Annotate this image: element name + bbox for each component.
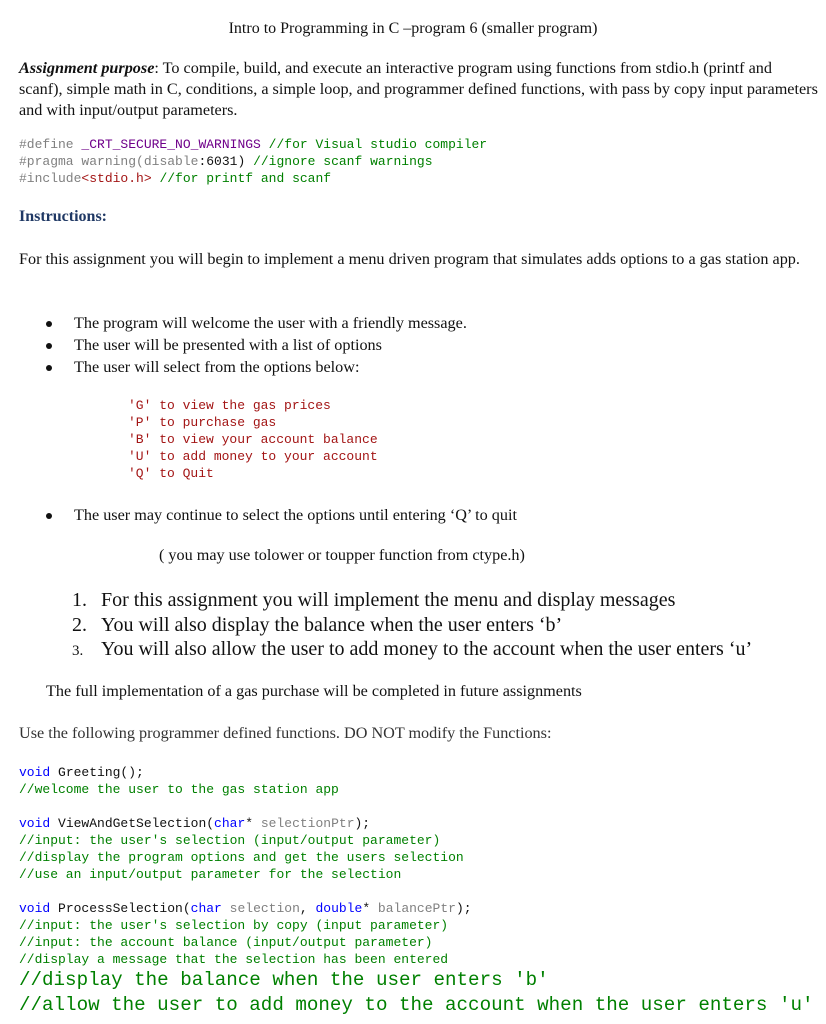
code-comment: //input: the user's selection by copy (input parameter)	[19, 918, 449, 933]
assignment-purpose	[19, 58, 819, 121]
numbered-list	[72, 588, 752, 662]
process-prototype: void ProcessSelection(char selection, double* balancePtr);	[19, 901, 472, 916]
code-comment: //display a message that the selection has been entered	[19, 952, 449, 967]
bullet-icon	[46, 365, 52, 371]
purpose-text: : To compile, build, and execute an interactive program using functions from stdio.h (printf and scanf), simple math in C, conditions, a simple loop, and programmer defined functions, with pass by copy input parameters and with input/output parameters.	[19, 59, 818, 119]
tolower-note: ( you may use tolower or toupper function from ctype.h)	[159, 546, 525, 564]
view-prototype: void ViewAndGetSelection(char* selectionPtr);	[19, 816, 371, 831]
code-comment: //display the program options and get the users selection	[19, 850, 464, 865]
bullet-icon	[46, 321, 52, 327]
bullet-icon	[46, 513, 52, 519]
code-comment-large: //allow the user to add money to the account when the user enters 'u'	[19, 994, 814, 1016]
option-b: 'B' to view your account balance	[128, 432, 378, 447]
code-comment: //input: the account balance (input/output parameter)	[19, 935, 433, 950]
list-item: The program will welcome the user with a friendly message.	[44, 312, 467, 334]
numbered-item: 2. You will also display the balance when the user enters ‘b’	[72, 613, 563, 636]
list-item: The user will be presented with a list of options	[44, 334, 467, 356]
purpose-label: Assignment purpose	[19, 59, 155, 77]
code-include: #include<stdio.h> //for printf and scanf	[19, 171, 332, 186]
future-note: The full implementation of a gas purchase will be completed in future assignments	[46, 682, 582, 700]
option-q: 'Q' to Quit	[128, 466, 214, 481]
function-prototypes	[19, 764, 814, 1018]
option-u: 'U' to add money to your account	[128, 449, 378, 464]
use-functions-note: Use the following programmer defined functions. DO NOT modify the Functions:	[19, 724, 552, 742]
numbered-item: 3. You will also allow the user to add money to the account when the user enters ‘u’	[72, 638, 753, 660]
list-item: The user will select from the options below:	[44, 356, 467, 378]
code-comment-large: //display the balance when the user enters 'b'	[19, 969, 549, 991]
code-pragma: #pragma warning(disable:6031) //ignore scanf warnings	[19, 154, 433, 169]
menu-options	[128, 397, 378, 482]
instructions-heading: Instructions:	[19, 208, 108, 225]
page-title: Intro to Programming in C –program 6 (smaller program)	[228, 20, 598, 37]
option-p: 'P' to purchase gas	[128, 415, 277, 430]
code-comment: //welcome the user to the gas station app	[19, 782, 339, 797]
greeting-prototype: void Greeting();	[19, 765, 144, 780]
code-comment: //use an input/output parameter for the selection	[19, 867, 402, 882]
code-comment: //input: the user's selection (input/output parameter)	[19, 833, 441, 848]
numbered-item: 1. For this assignment you will implement the menu and display messages	[72, 589, 676, 611]
bullet-icon	[46, 343, 52, 349]
option-g: 'G' to view the gas prices	[128, 398, 331, 413]
intro-paragraph: For this assignment you will begin to implement a menu driven program that simulates adds options to a gas station app.	[19, 250, 800, 268]
code-define: #define _CRT_SECURE_NO_WARNINGS //for Visual studio compiler	[19, 137, 488, 152]
bullet-list	[44, 312, 467, 378]
list-item-continue: The user may continue to select the options until entering ‘Q’ to quit	[44, 504, 517, 526]
